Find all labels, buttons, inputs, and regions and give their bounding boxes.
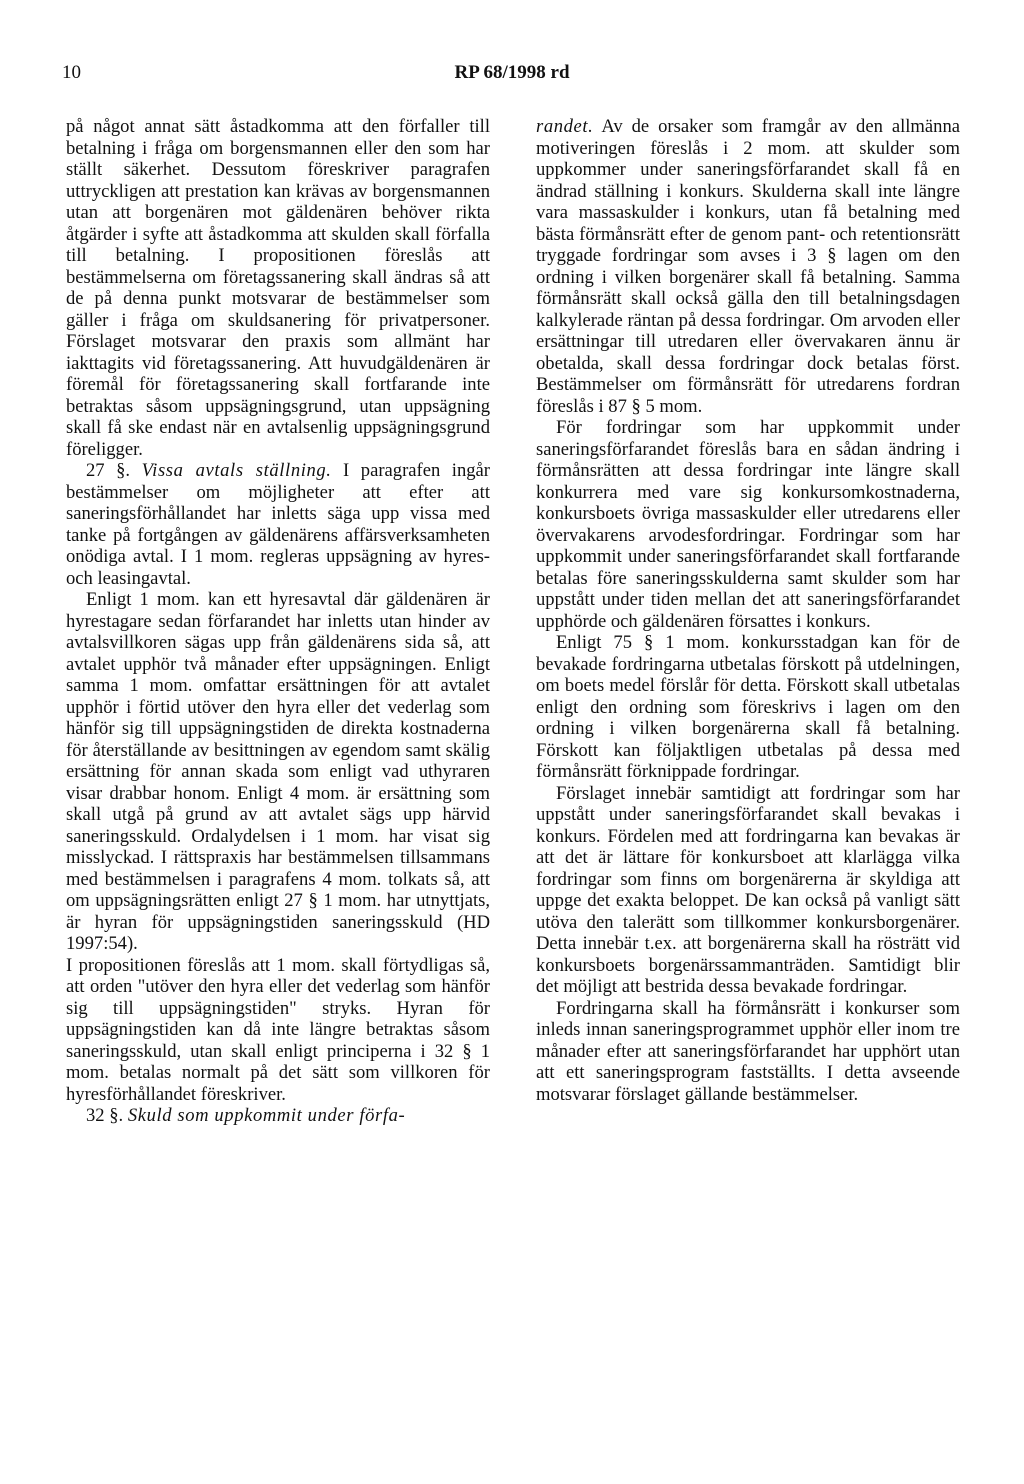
section-heading-32-continued: randet. [536, 116, 594, 137]
section-heading-27: Vissa avtals ställning. [141, 460, 332, 481]
left-paragraph-3: Enligt 1 mom. kan ett hyresavtal där gäldenären är hyrestagare sedan förfarandet har inletts utan hinder av avtalsvillkoren sägas upp från gäldenärens sida så, att avtalet upphör två månader efter uppsägningen. Enligt samma 1 mom. omfattar ersättningen för att avtalet upphör i förtid utöver den hyra eller det vederlag som hänför sig till uppsägningstiden de direkta kostnaderna för återställande av besittningen av egendom samt skälig ersättning för annan skada som enligt vad uthyraren visar drabbar honom. Enligt 4 mom. är ersättning som skall utgå på grund av att avtalet sägs upp härvid saneringsskuld. Ordalydelsen i 1 mom. har visat sig misslyckad. I rättspraxis har bestämmelsen tillsammans med bestämmelsen i paragrafens 4 mom. tolkats så, att om uppsägningsrätten enligt 27 § 1 mom. har utnyttjats, är hyran för uppsägningstiden saneringsskuld (HD 1997:54). [66, 589, 490, 954]
section-number-32: 32 §. [86, 1105, 128, 1126]
right-paragraph-1 [536, 116, 960, 417]
page-header [62, 62, 962, 92]
right-paragraph-1-text: Av de orsaker som framgår av den allmänna motiveringen föreslås i 2 mom. att skulder som uppkommer under saneringsförfarandet skall få en ändrad ställning i konkurs. Skulderna skall inte längre vara massaskulder i konkurs, utan få betalning med bästa förmånsrätt efter de genom pant- och retentionsrätt tryggade fordringar som avses i 3 § lagen om den ordning i vilken borgenärer skall få betalning. Samma förmånsrätt skall också gälla den till betalningsdagen kalkylerade räntan på dessa fordringar. Om arvoden eller ersättningar till utredaren eller övervakaren ännu är obetalda, skall dessa fordringar dock betalas först. Bestämmelser om förmånsrätt för utredarens fordran föreslås i 87 § 5 mom. [536, 116, 960, 417]
left-paragraph-4: I propositionen föreslås att 1 mom. skall förtydligas så, att orden "utöver den hyra eller det vederlag som hänför sig till uppsägningstiden" stryks. Hyran för uppsägningstiden kan då inte längre betraktas såsom saneringsskuld, utan skall enligt principerna i 32 § 1 mom. betalas normalt på det sätt som villkoren för hyresförhållandet föreskriver. [66, 954, 490, 1105]
right-paragraph-4: Förslaget innebär samtidigt att fordringar som har uppstått under saneringsförfarandet skall bevakas i konkurs. Fördelen med att fordringarna kan bevakas är att det är lättare för konkursboet att klarlägga vilka fordringar som finns om borgenärerna är skyldiga att uppge det exakta beloppet. De kan också på vanligt sätt utöva den talerätt som tillkommer konkursborgenärer. Detta innebär t.ex. att borgenärerna skall ha rösträtt vid konkursboets borgenärssammanträden. Samtidigt blir det möjligt att bestrida dessa bevakade fordringar. [536, 782, 960, 997]
right-column [536, 116, 960, 1105]
left-paragraph-2-text: I paragrafen ingår bestämmelser om möjligheter att efter att saneringsförhållandet har inletts säga upp vissa med tanke på fortgången av gäldenärens affärsverksamheten onödiga avtal. I 1 mom. regleras uppsägning av hyres- och leasingavtal. [66, 460, 490, 589]
section-heading-32: Skuld som uppkommit under förfa- [127, 1105, 406, 1126]
right-paragraph-5: Fordringarna skall ha förmånsrätt i konkurser som inleds innan saneringsprogrammet upphör eller inom tre månader efter att saneringsförfarandet har upphört utan att ett saneringsprogram fastställts. I detta avseende motsvarar förslaget gällande bestämmelser. [536, 997, 960, 1105]
left-paragraph-1: på något annat sätt åstadkomma att den förfaller till betalning i fråga om borgensmannen eller den som har ställt säkerhet. Dessutom föreskriver paragrafen uttryckligen att prestation kan krävas av borgensmannen utan att borgenären mot gäldenären behöver rikta åtgärder i syfte att åstadkomma att skulden skall förfalla till betalning. I propositionen föreslås att bestämmelserna om företagssanering skall ändras så att de på denna punkt motsvarar de bestämmelser som gäller i fråga om skuldsanering för privatpersoner. Förslaget motsvarar den praxis som allmänt har iakttagits vid företagssanering. Att huvudgäldenären är föremål för företagssanering skall fortfarande inte betraktas såsom uppsägningsgrund, utan uppsägning skall få ske endast när en avtalsenlig uppsägningsgrund föreligger. [66, 116, 490, 460]
running-head: RP 68/1998 rd [454, 62, 570, 83]
left-paragraph-2 [66, 460, 490, 589]
section-number-27: 27 §. [86, 460, 142, 481]
right-paragraph-3: Enligt 75 § 1 mom. konkursstadgan kan för de bevakade fordringarna utbetalas förskott på utdelningen, om boets medel förslår för detta. Förskott skall utbetalas enligt den ordning som föreskrivs i lagen om den ordning i vilken borgenärerna skall få betalning. Förskott kan följaktligen utbetalas på dessa med förmånsrätt förknippade fordringar. [536, 632, 960, 782]
left-column [66, 116, 490, 1127]
page-number: 10 [62, 62, 81, 83]
left-paragraph-5 [66, 1105, 490, 1127]
right-paragraph-2: För fordringar som har uppkommit under saneringsförfarandet föreslås bara en sådan ändring i förmånsrätten att dessa fordringar inte längre skall konkurrera med vare sig konkursomkostnaderna, konkursboets övriga massaskulder eller utredarens eller övervakarens arvodesfordringar. Fordringar som har uppkommit under saneringsförfarandet skall fortfarande betalas före saneringsskulderna samt skulder som har uppstått under tiden mellan det att saneringsförfarandet upphörde och gäldenären försattes i konkurs. [536, 417, 960, 632]
